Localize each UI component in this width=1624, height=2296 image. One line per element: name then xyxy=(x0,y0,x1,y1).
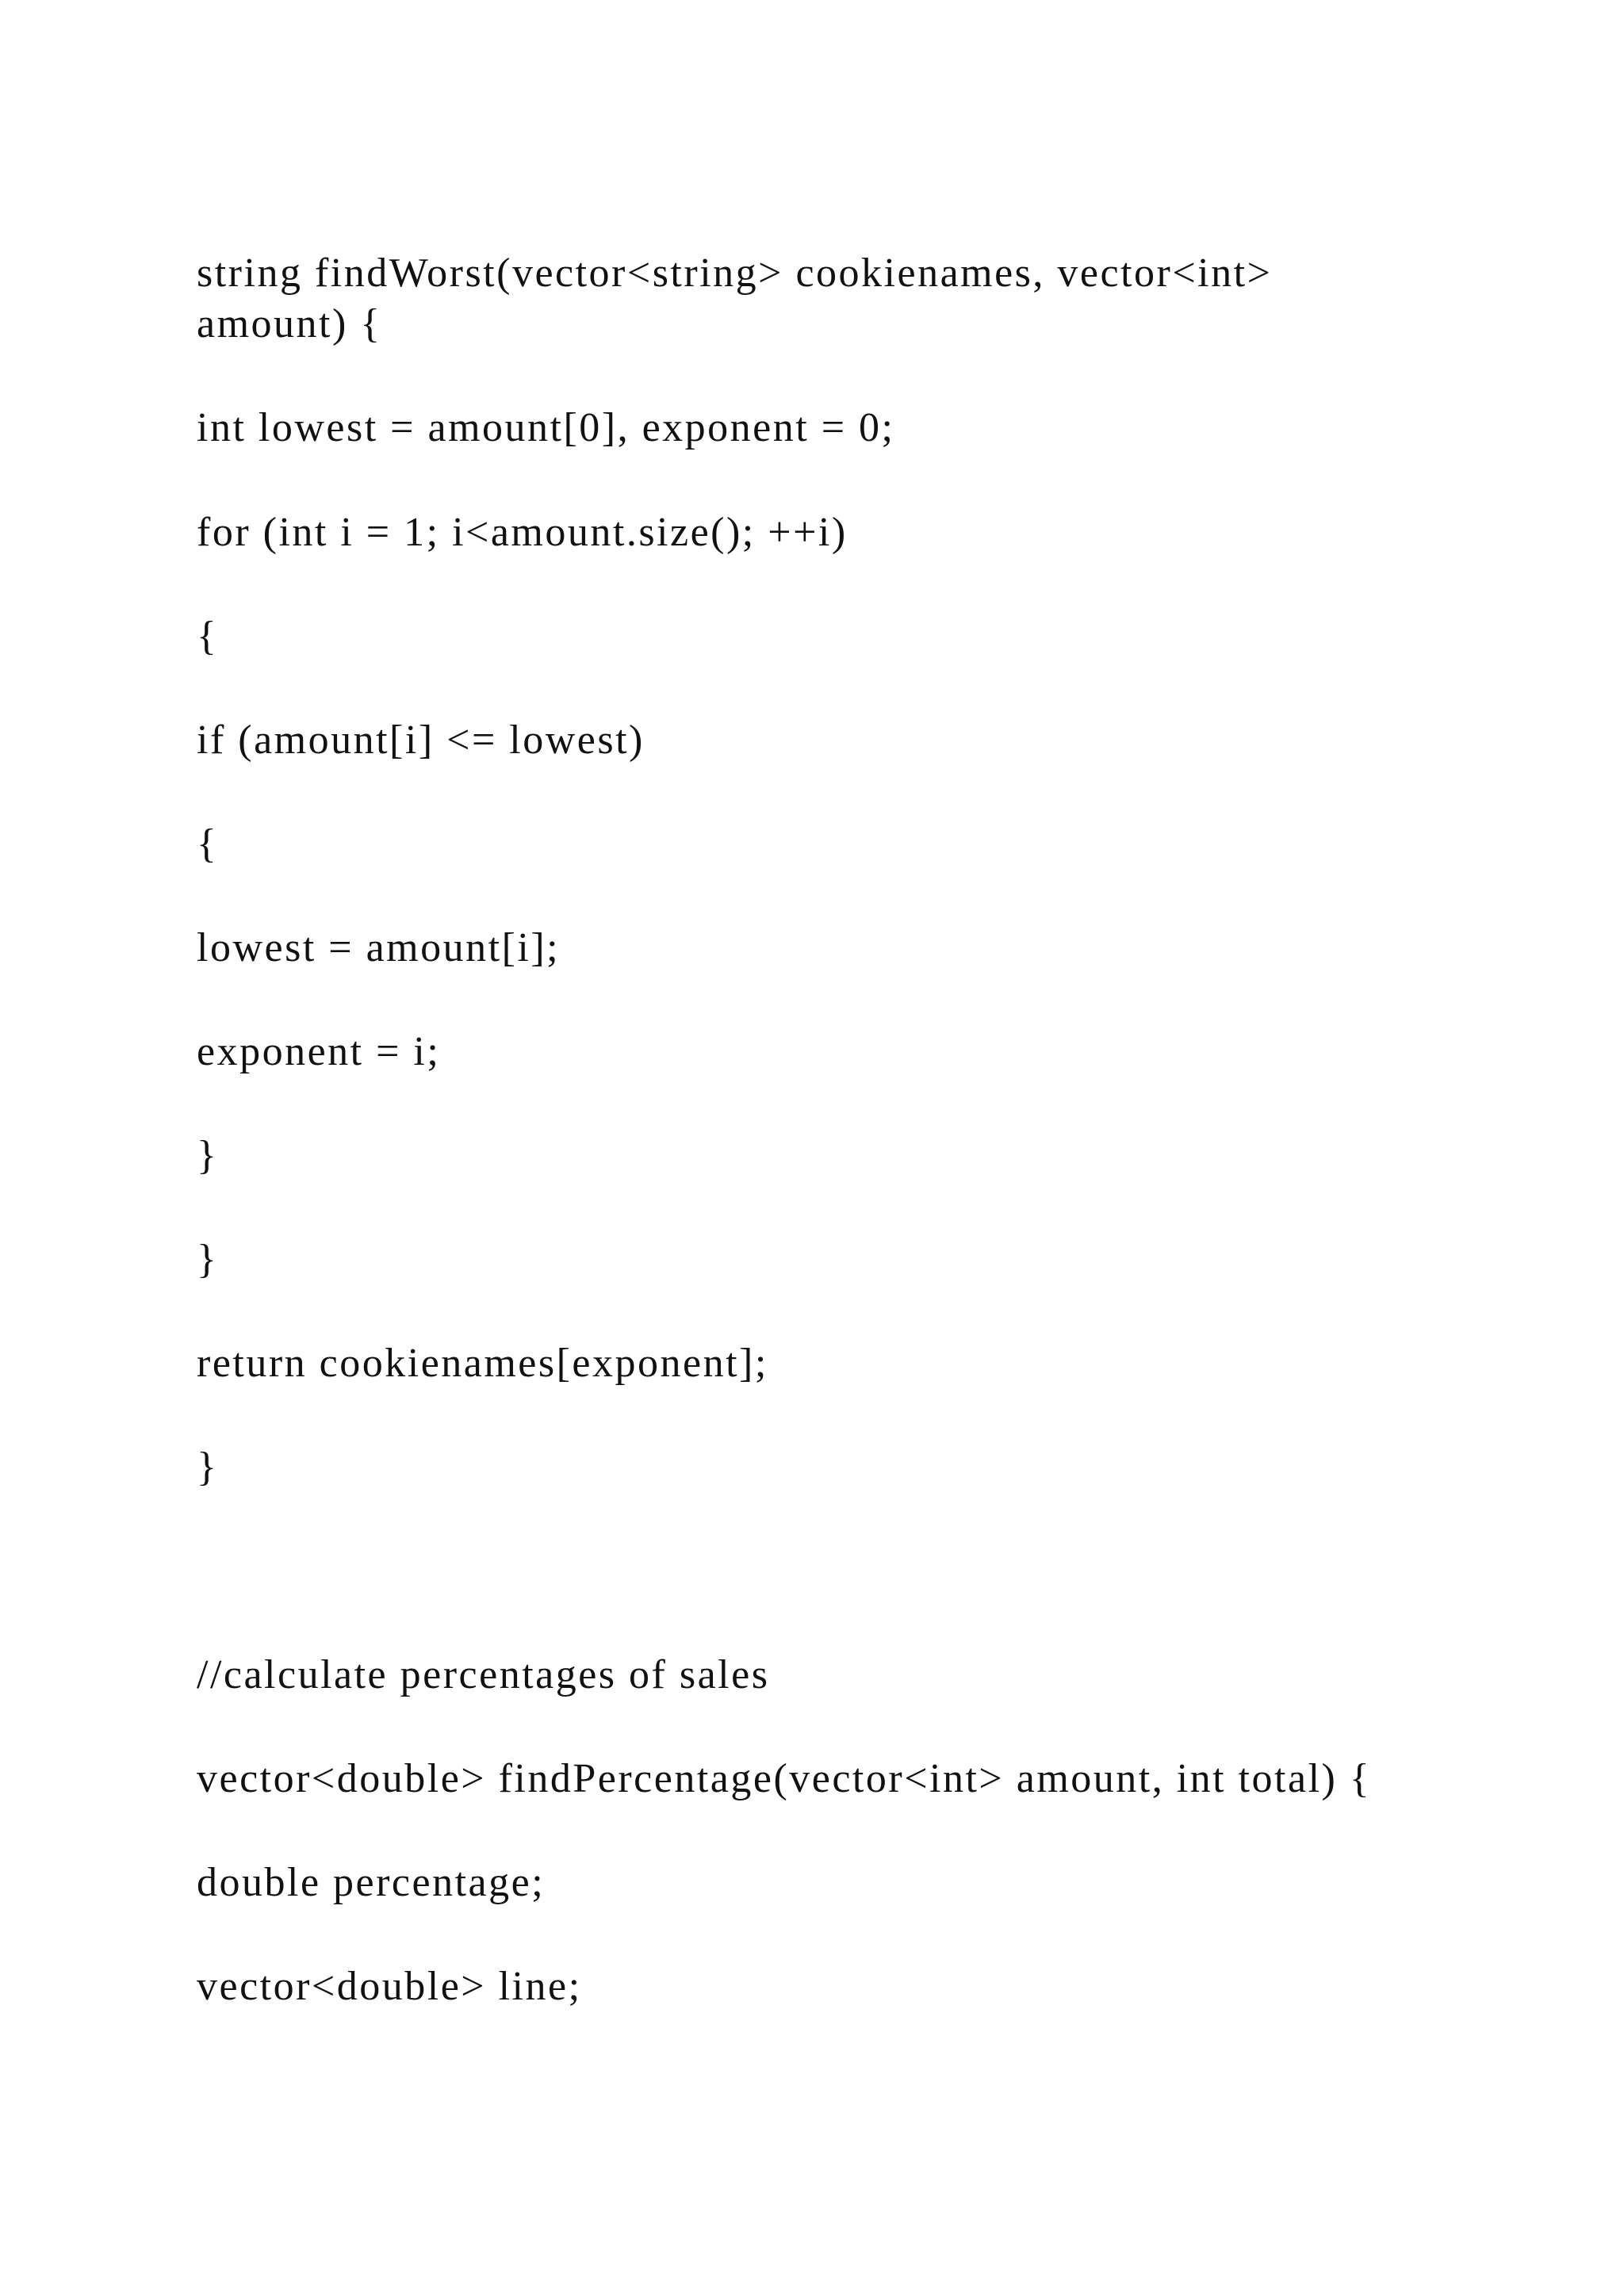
code-line-1: string findWorst(vector<string> cookienames, vector<int> xyxy=(197,251,1273,296)
code-line-2: amount) { xyxy=(197,301,382,346)
code-line-7: { xyxy=(197,821,219,867)
code-line-4: for (int i = 1; i<amount.size(); ++i) xyxy=(197,510,848,555)
code-comment-line: //calculate percentages of sales xyxy=(197,1652,770,1697)
code-line-15: vector<double> findPercentage(vector<int> amount, int total) { xyxy=(197,1756,1372,1801)
code-line-12: return cookienames[exponent]; xyxy=(197,1341,768,1386)
code-line-11: } xyxy=(197,1237,219,1282)
code-line-6: if (amount[i] <= lowest) xyxy=(197,718,645,763)
code-line-13: } xyxy=(197,1445,219,1490)
code-line-10: } xyxy=(197,1133,219,1178)
code-line-16: double percentage; xyxy=(197,1860,546,1905)
code-line-17: vector<double> line; xyxy=(197,1964,582,2009)
code-line-8: lowest = amount[i]; xyxy=(197,925,561,970)
code-line-5: { xyxy=(197,614,219,659)
code-line-9: exponent = i; xyxy=(197,1029,441,1074)
code-line-3: int lowest = amount[0], exponent = 0; xyxy=(197,405,895,450)
